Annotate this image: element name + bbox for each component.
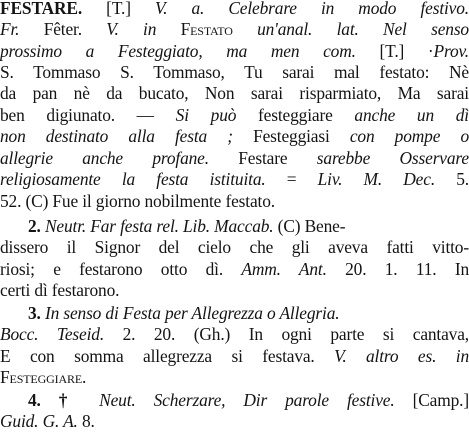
entry-line [0,105,469,126]
entry-text: Fr. [0,19,44,39]
entry-text: Festare [208,148,317,168]
entry-text: , ma men com. [198,41,380,61]
entry-line [0,41,469,62]
entry-line [0,19,469,40]
entry-text: sarebbe Osservare [316,148,469,168]
entry-text: 5. [435,169,469,189]
entry-text: un'anal. lat. Nel senso [232,19,469,39]
entry-text: [T.] · [379,41,434,61]
entry-text: Festeggiare [0,367,83,387]
entry-text: [Camp.] [394,390,469,410]
entry-text: . [82,367,87,387]
entry-line [0,169,469,190]
entry-text: allegrie anche profane. [0,148,209,168]
entry-line [0,191,469,212]
entry-text: prossimo a [0,41,118,61]
entry-text: 20. 1. 11. In [326,259,469,279]
entry-text: 2. [28,216,45,236]
entry-text: 4. † [28,390,100,410]
entry-text: V. altro es. in [334,346,469,366]
entry-text: E con somma allegrezza si festava. [0,346,335,366]
entry-text: Guid. G. A. [0,411,78,431]
entry-text: Festato [180,19,233,39]
entry-text: Bocc. Teseid. [0,324,105,344]
entry-text: V. in [106,19,181,39]
entry-text: 2. 20. (Gh.) In ogni parte si cantava, [104,324,469,344]
entry-line [0,237,469,258]
entry-line [0,259,469,280]
headword: FESTARE. [0,0,83,18]
entry-text: Neutr. Far festa rel. Lib. Maccab. [44,216,274,236]
entry-line [0,324,469,345]
entry-text: Neut. Scherzare, Dir parole festive. [99,390,395,410]
entry-text: festeggiare [236,105,355,125]
entry-text: 3. [28,303,45,323]
entry-text: = [265,169,318,189]
entry-text: 8. [77,411,95,431]
entry-text: con pompe o [349,126,469,146]
entry-text: Fêter. [43,19,107,39]
entry-line [0,83,469,104]
entry-text: (C) Bene- [273,216,346,236]
entry-line [28,390,469,411]
entry-line [0,411,469,432]
entry-line [0,126,469,147]
entry-text: 52. (C) Fue il giorno nobilmente festato. [0,191,275,211]
entry-text: Festeggiato [117,41,199,61]
entry-text: certi dì festarono. [0,280,120,300]
entry-line [28,303,469,324]
entry-text: Si può [175,105,237,125]
entry-text: anche un dì [354,105,469,125]
entry-text: Festeggiasi [232,126,350,146]
entry-text: Liv. M. Dec. [317,169,436,189]
entry-line [0,367,469,388]
entry-text: Prov. [433,41,469,61]
entry-line [0,280,469,301]
entry-line [0,148,469,169]
entry-line [0,346,469,367]
entry-text: non destinato alla festa ; [0,126,233,146]
entry-text: dissero il Signor del cielo che gli aveva fatti vitto- [0,237,469,257]
entry-text: [T.] [82,0,155,18]
entry-text: riosi; e festarono otto dì. [0,259,242,279]
entry-line [28,216,469,237]
entry-text: religiosamente la festa istituita. [0,169,266,189]
entry-line [0,62,469,83]
entry-text: Amm. Ant. [241,259,327,279]
entry-line [0,0,469,19]
entry-text: V. a. Celebrare in modo festivo. [154,0,469,18]
entry-text: In senso di Festa per Allegrezza o Allegria. [44,303,340,323]
entry-text: S. Tommaso S. Tommaso, Tu sarai mal festato: Nè [0,62,469,82]
entry-text: da pan nè da bucato, Non sarai risparmiato, Ma sarai [0,83,469,103]
entry-text: ben digiunato. — [0,105,176,125]
